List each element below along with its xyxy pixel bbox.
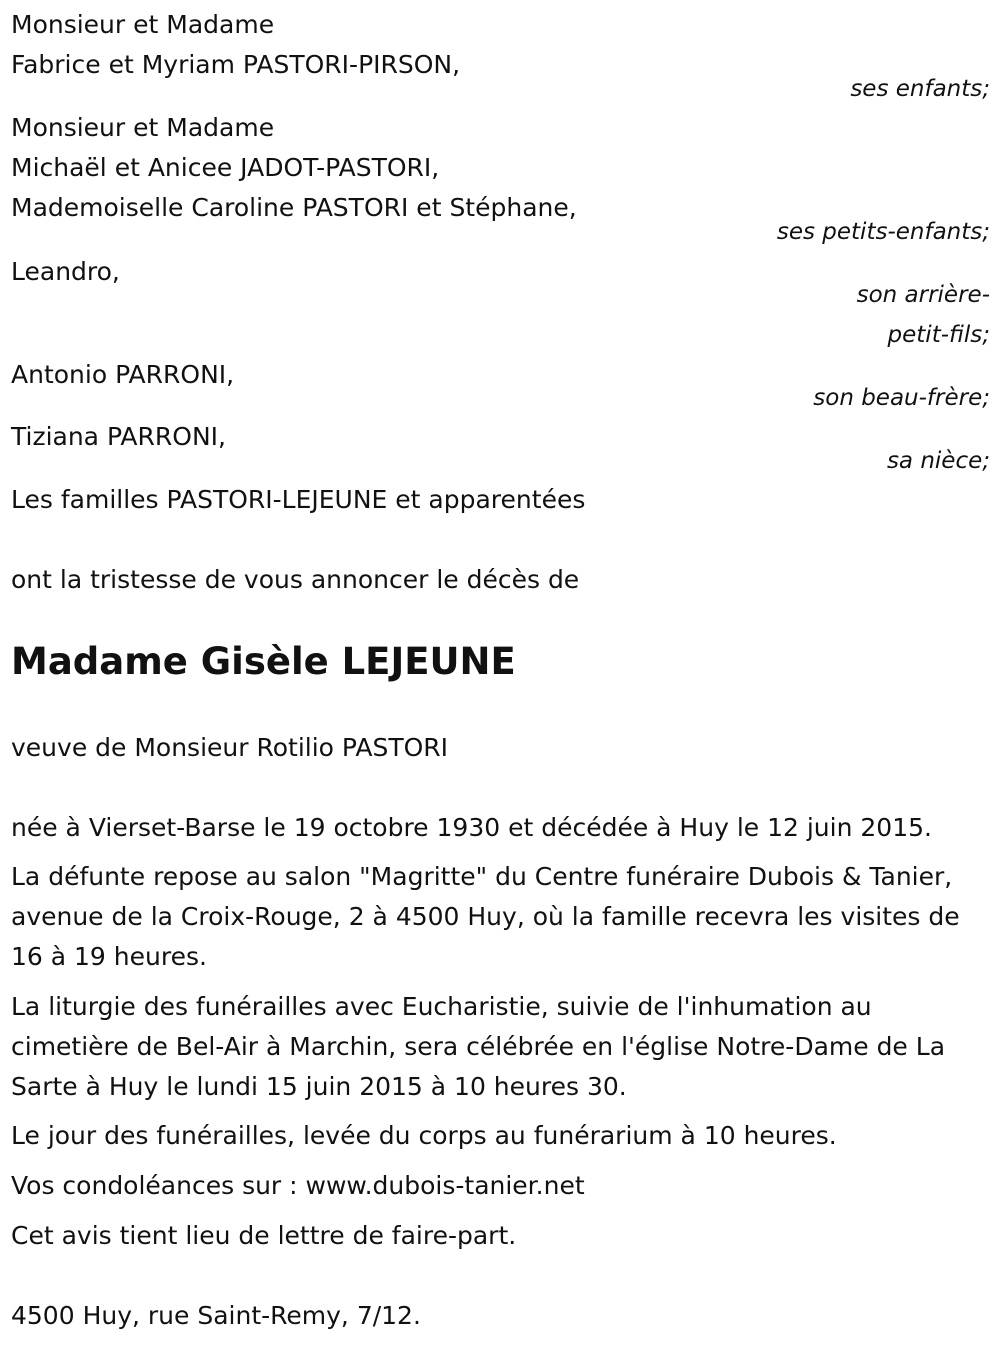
families-line: Les familles PASTORI-LEJEUNE et apparentées (11, 485, 586, 514)
notice-line: Cet avis tient lieu de lettre de faire-part. (11, 1221, 517, 1250)
children-line-2: Fabrice et Myriam PASTORI-PIRSON, (11, 50, 461, 79)
birth-death-line: née à Vierset-Barse le 19 octobre 1930 et décédée à Huy le 12 juin 2015. (11, 813, 932, 842)
brother-in-law-name: Antonio PARRONI, (11, 360, 235, 389)
niece-name: Tiziana PARRONI, (11, 422, 226, 451)
liturgy-paragraph: La liturgie des funérailles avec Eucharistie, suivie de l'inhumation au cimetière de Bel-Air à Marchin, sera célébrée en l'église Notre-Dame de La Sarte à Huy le lundi 15 juin 2015 à 10 heures 30. (11, 992, 946, 1101)
great-grandson-name: Leandro, (11, 257, 120, 286)
great-grandson-role-line-1: son arrière- (856, 282, 990, 308)
children-role: ses enfants; (850, 76, 990, 102)
great-grandson-role-line-2: petit-fils; (887, 322, 990, 348)
brother-in-law-role: son beau-frère; (813, 385, 990, 411)
announcement-intro: ont la tristesse de vous annoncer le décès de (11, 565, 580, 594)
widow-of-line: veuve de Monsieur Rotilio PASTORI (11, 733, 449, 762)
grandchildren-line-2: Michaël et Anicee JADOT-PASTORI, (11, 153, 440, 182)
address-line: 4500 Huy, rue Saint-Remy, 7/12. (11, 1301, 421, 1330)
departure-line: Le jour des funérailles, levée du corps au funérarium à 10 heures. (11, 1121, 837, 1150)
rest-paragraph: La défunte repose au salon "Magritte" du Centre funéraire Dubois & Tanier, avenue de la Croix-Rouge, 2 à 4500 Huy, où la famille recevra les visites de 16 à 19 heures. (11, 862, 960, 971)
deceased-name: Madame Gisèle LEJEUNE (11, 640, 516, 683)
children-line-1: Monsieur et Madame (11, 10, 275, 39)
condolences-line: Vos condoléances sur : www.dubois-tanier.net (11, 1171, 585, 1200)
grandchildren-line-1: Monsieur et Madame (11, 113, 275, 142)
niece-role: sa nièce; (886, 448, 990, 474)
grandchildren-line-3: Mademoiselle Caroline PASTORI et Stéphane, (11, 193, 577, 222)
grandchildren-role: ses petits-enfants; (776, 219, 990, 245)
